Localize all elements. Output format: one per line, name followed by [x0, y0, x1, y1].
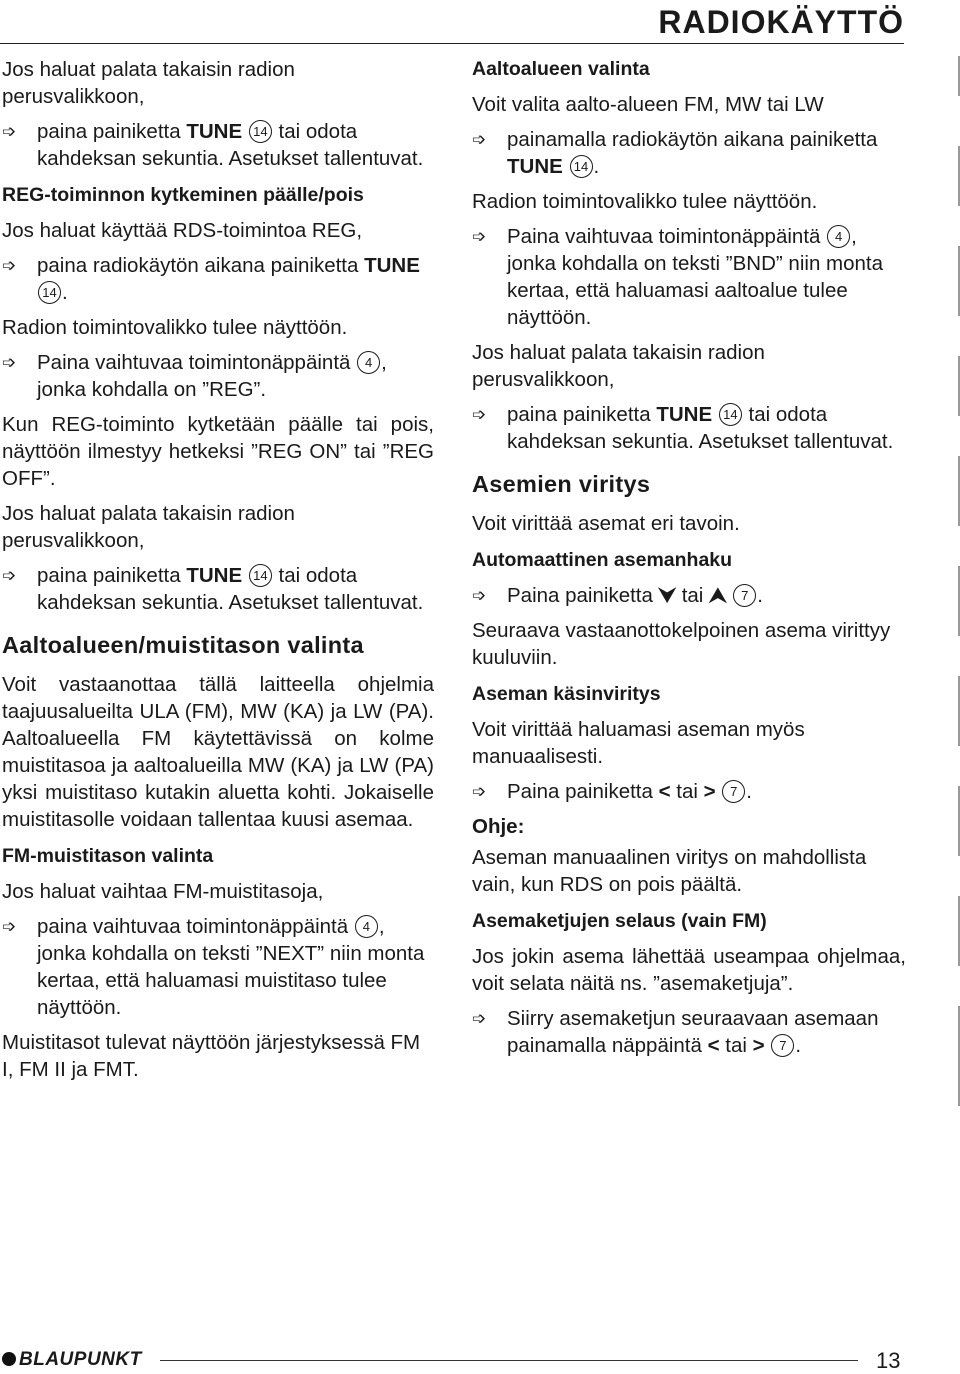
step-text: .: [795, 1034, 802, 1057]
step-item: [2, 252, 434, 306]
arrow-right-icon: ➩: [2, 122, 17, 141]
button-number-badge: 14: [249, 120, 272, 143]
paragraph: Voit virittää haluamasi aseman myös manuaalisesti.: [472, 718, 805, 768]
paragraph: Radion toimintovalikko tulee näyttöön.: [472, 190, 818, 213]
paragraph: Jos jokin asema lähettää useampaa ohjelmaa, voit selata näitä ns. ”asemaketjuja”.: [472, 945, 906, 995]
step-item: [472, 126, 906, 180]
button-number-badge: 7: [722, 780, 745, 803]
paragraph: Seuraava vastaanottokelpoinen asema virittyy kuuluviin.: [472, 619, 891, 669]
step-item: [2, 913, 434, 1021]
button-number-badge: 4: [355, 915, 378, 938]
arrow-right-icon: ➩: [2, 566, 17, 585]
section-title: RADIOKÄYTTÖ: [658, 4, 904, 40]
arrow-right-icon: ➩: [472, 1009, 487, 1028]
paragraph: Jos haluat palata takaisin radion perusvalikkoon,: [472, 341, 765, 391]
logo-text: BLAUPUNKT: [19, 1349, 142, 1370]
arrow-right-icon: ➩: [2, 256, 17, 275]
step-text: , jonka kohdalla on ”REG”.: [37, 351, 387, 401]
arrow-right-icon: ➩: [472, 586, 487, 605]
step-item: [2, 118, 434, 172]
step-text: Paina vaihtuvaa toimintonäppäintä: [37, 351, 357, 374]
paragraph: Radion toimintovalikko tulee näyttöön.: [2, 316, 348, 339]
button-number-badge: 14: [570, 155, 593, 178]
paragraph: Muistitasot tulevat näyttöön järjestyksessä FM I, FM II ja FMT.: [2, 1031, 421, 1081]
step-item: [2, 562, 434, 616]
button-number-badge: 7: [771, 1034, 794, 1057]
seek-up-icon: ⮝: [709, 584, 727, 607]
step-text: tai odota kahdeksan sekuntia. Asetukset tallentuvat.: [507, 403, 894, 453]
step-item: [472, 582, 906, 609]
step-text: paina painiketta: [507, 403, 657, 426]
step-text: .: [593, 155, 600, 178]
section-heading: Aaltoalueen/muistitason valinta: [2, 632, 364, 658]
subheading: Aseman käsinviritys: [472, 683, 661, 705]
step-text: .: [757, 584, 763, 607]
step-text: tai: [670, 780, 704, 803]
button-number-badge: 14: [38, 281, 61, 304]
step-text: .: [746, 780, 752, 803]
note-heading: Ohje:: [472, 815, 525, 838]
button-number-badge: 7: [733, 584, 756, 607]
paragraph: Voit virittää asemat eri tavoin.: [472, 512, 740, 535]
key-label: TUNE: [364, 254, 420, 277]
subheading: FM-muistitason valinta: [2, 845, 214, 867]
step-item: [2, 349, 434, 403]
left-column: [2, 56, 434, 1091]
step-text: tai: [719, 1034, 753, 1057]
button-number-badge: 14: [249, 564, 272, 587]
step-text: Siirry asemaketjun seuraavaan asemaan painamalla näppäintä: [507, 1007, 879, 1057]
step-text: Paina painiketta: [507, 584, 659, 607]
arrow-right-icon: ➩: [472, 227, 487, 246]
paragraph: Kun REG-toiminto kytketään päälle tai pois, näyttöön ilmestyy hetkeksi ”REG ON” tai ”REG OFF”.: [2, 413, 434, 490]
button-number-badge: 4: [827, 225, 850, 248]
key-label: TUNE: [186, 564, 243, 587]
button-number-badge: 14: [719, 403, 742, 426]
arrow-right-icon: ➩: [472, 130, 487, 149]
step-text: .: [62, 281, 68, 304]
arrow-right-icon: ➩: [2, 917, 17, 936]
seek-down-icon: ⮟: [658, 584, 677, 607]
step-text: Paina painiketta: [507, 780, 659, 803]
page-number: 13: [876, 1348, 901, 1373]
key-label: TUNE: [507, 155, 563, 178]
step-text: paina painiketta: [37, 564, 187, 587]
step-item: [472, 1005, 906, 1059]
step-text: tai odota kahdeksan sekuntia. Asetukset tallentuvat.: [37, 120, 424, 170]
step-text: , jonka kohdalla on teksti ”NEXT” niin monta kertaa, että haluamasi muistitaso tulee näyttöön.: [37, 915, 425, 1019]
key-label: TUNE: [656, 403, 713, 426]
paragraph: Jos haluat palata takaisin radion perusvalikkoon,: [2, 58, 295, 108]
arrow-right-icon: ➩: [2, 353, 17, 372]
arrow-left-key-icon: <: [707, 1034, 720, 1057]
paragraph: Voit valita aalto-alueen FM, MW tai LW: [472, 93, 824, 116]
paragraph: Jos haluat käyttää RDS-toimintoa REG,: [2, 219, 363, 242]
paragraph: Aseman manuaalinen viritys on mahdollista vain, kun RDS on pois päältä.: [472, 846, 867, 896]
arrow-right-key-icon: >: [752, 1034, 765, 1057]
button-number-badge: 4: [357, 351, 380, 374]
step-text: tai: [676, 584, 710, 607]
step-text: paina vaihtuvaa toimintonäppäintä: [37, 915, 354, 938]
subheading: Automaattinen asemanhaku: [472, 549, 733, 571]
subheading: REG-toiminnon kytkeminen päälle/pois: [2, 184, 364, 206]
arrow-right-icon: ➩: [472, 405, 487, 424]
subheading: Asemaketjujen selaus (vain FM): [472, 910, 767, 932]
arrow-right-icon: ➩: [472, 782, 487, 801]
step-item: [472, 401, 906, 455]
step-text: paina painiketta: [37, 120, 187, 143]
brand-logo: [2, 1349, 142, 1371]
subheading: Aaltoalueen valinta: [472, 58, 650, 80]
logo-dot-icon: [2, 1352, 16, 1366]
step-text: , jonka kohdalla on teksti ”BND” niin monta kertaa, että haluamasi aaltoalue tulee näyttöön.: [507, 225, 884, 329]
paragraph: Jos haluat palata takaisin radion perusvalikkoon,: [2, 502, 295, 552]
key-label: TUNE: [186, 120, 243, 143]
arrow-left-key-icon: <: [658, 780, 671, 803]
step-text: Paina vaihtuvaa toimintonäppäintä: [507, 225, 827, 248]
section-heading: Asemien viritys: [472, 471, 651, 497]
paragraph: Voit vastaanottaa tällä laitteella ohjelmia taajuusalueilta ULA (FM), MW (KA) ja LW (PA). Aaltoalueella FM käytettävissä on kolme muistitasoa ja aaltoalueilla MW (KA) ja LW (PA) yksi muistitaso kutakin aluetta kohti. Jokaiselle muistitasolle voidaan tallentaa kuusi asemaa.: [2, 673, 434, 831]
paragraph: Jos haluat vaihtaa FM-muistitasoja,: [2, 880, 324, 903]
step-item: [472, 778, 906, 805]
arrow-right-key-icon: >: [703, 780, 716, 803]
step-text: tai odota kahdeksan sekuntia. Asetukset tallentuvat.: [37, 564, 424, 614]
step-text: painamalla radiokäytön aikana painiketta: [507, 128, 878, 151]
header-rule: [0, 43, 904, 44]
right-column: [472, 56, 906, 1067]
step-item: [472, 223, 906, 331]
step-text: paina radiokäytön aikana painiketta: [37, 254, 365, 277]
footer-rule: [160, 1360, 858, 1361]
